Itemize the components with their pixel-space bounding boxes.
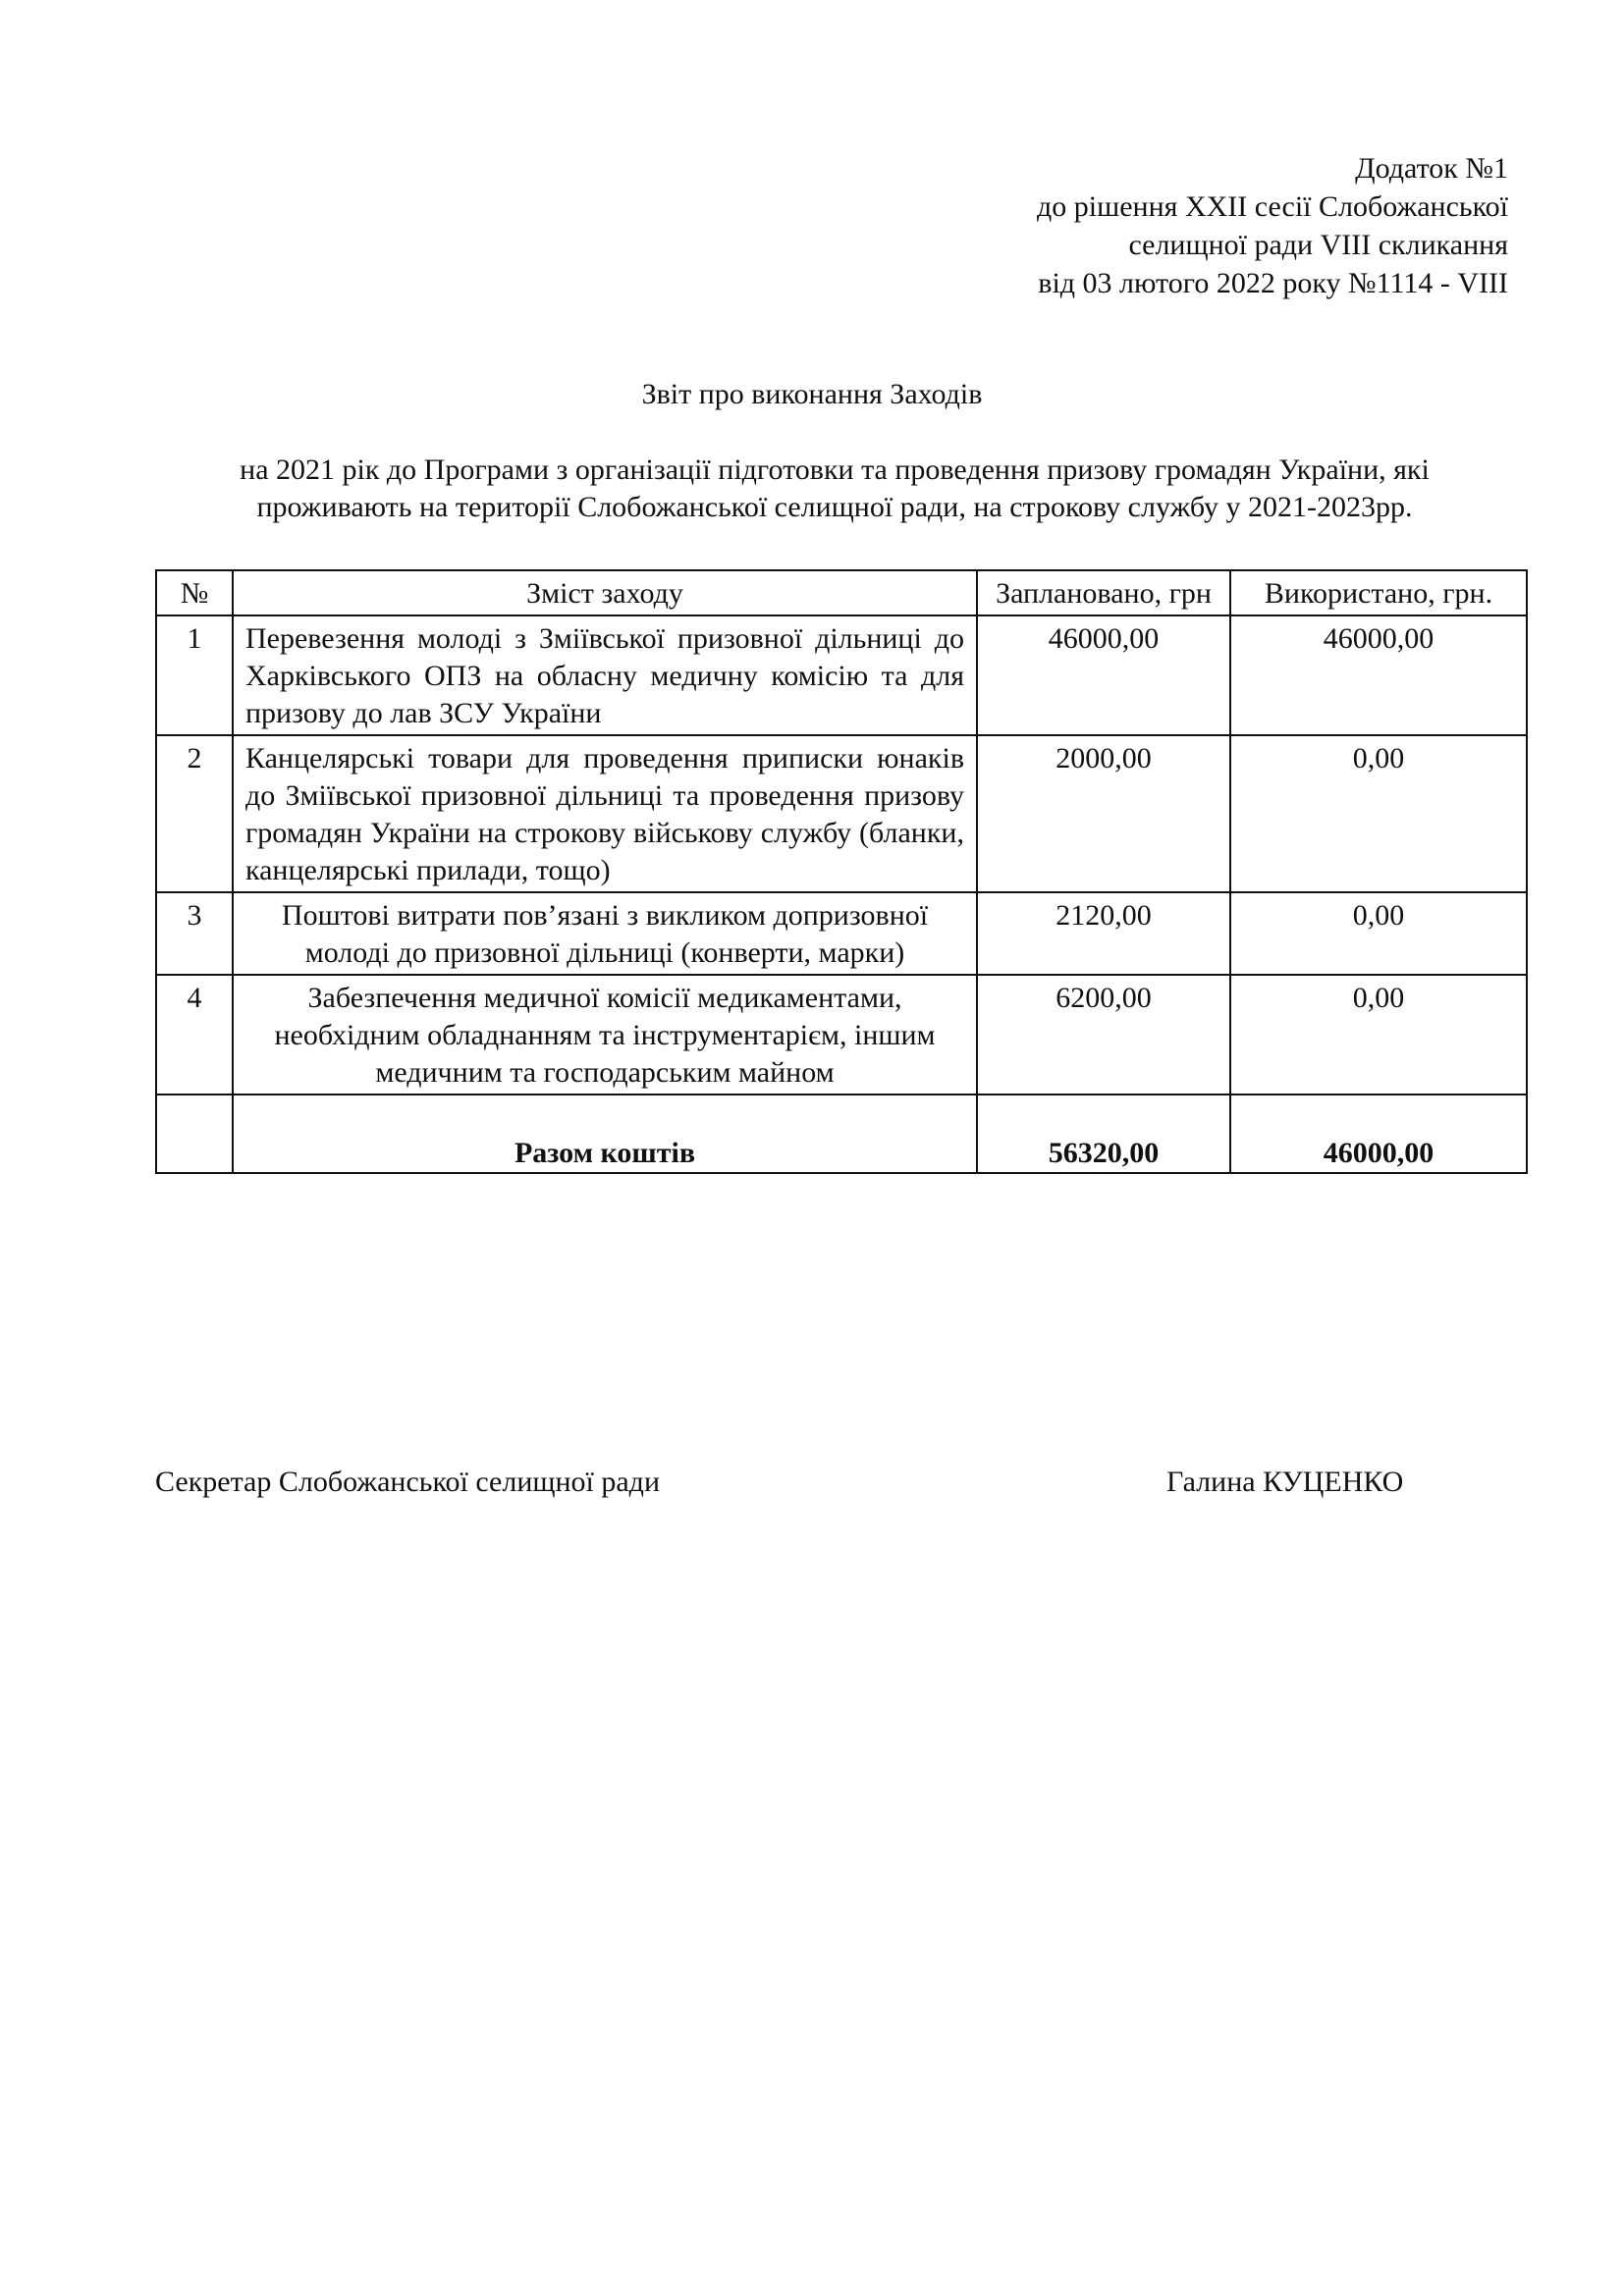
row-number: 4 (156, 975, 233, 1095)
total-used: 46000,00 (1230, 1095, 1527, 1173)
annex-date: від 03 лютого 2022 року №1114 - VIII (1038, 267, 1508, 299)
report-title: Звіт про виконання Заходів (641, 378, 983, 410)
table-total-row (156, 1095, 1527, 1173)
table-row (156, 975, 1527, 1095)
annex-number: Додаток №1 (1355, 152, 1508, 185)
table-row (156, 892, 1527, 975)
report-subtitle (157, 452, 1512, 526)
row-number: 1 (156, 615, 233, 735)
header-used: Використано, грн. (1230, 570, 1527, 615)
row-content: Перевезення молоді з Зміївської призовної дільниці до Харківського ОПЗ на обласну медичну комісію та для призову до лав ЗСУ України (233, 615, 977, 735)
table-row (156, 735, 1527, 892)
row-content: Канцелярські товари для проведення приписки юнаків до Зміївської призовної дільниці та проведення призову громадян України на строкову військову службу (бланки, канцелярські прилади, тощо) (233, 735, 977, 892)
row-used: 0,00 (1230, 892, 1527, 975)
row-content: Поштові витрати пов’язані з викликом допризовної молоді до призовної дільниці (конверти, марки) (233, 892, 977, 975)
row-used: 0,00 (1230, 735, 1527, 892)
report-subtitle-line-2: проживають на території Слобожанської селищної ради, на строкову службу у 2021-2023рр. (256, 491, 1413, 523)
header-planned: Заплановано, грн (977, 570, 1230, 615)
annex-decision: до рішення XXII сесії Слобожанської (1037, 190, 1508, 223)
row-content: Забезпечення медичної комісії медикаментами, необхідним обладнанням та інструментарієм, іншим медичним та господарським майном (233, 975, 977, 1095)
row-used: 46000,00 (1230, 615, 1527, 735)
signature-name: Галина КУЦЕНКО (1166, 1466, 1404, 1498)
header-content: Зміст заходу (233, 570, 977, 615)
total-number-cell (156, 1095, 233, 1173)
measures-table (155, 569, 1528, 1174)
row-number: 3 (156, 892, 233, 975)
row-planned: 2120,00 (977, 892, 1230, 975)
table-row (156, 615, 1527, 735)
row-planned: 6200,00 (977, 975, 1230, 1095)
total-label: Разом коштів (233, 1095, 977, 1173)
report-subtitle-line-1: на 2021 рік до Програми з організації підготовки та проведення призову громадян України, які (240, 454, 1430, 486)
header-number: № (156, 570, 233, 615)
row-number: 2 (156, 735, 233, 892)
signature-block (155, 1463, 1432, 1502)
signature-position: Секретар Слобожанської селищної ради (155, 1466, 660, 1498)
row-planned: 2000,00 (977, 735, 1230, 892)
total-planned: 56320,00 (977, 1095, 1230, 1173)
row-planned: 46000,00 (977, 615, 1230, 735)
row-used: 0,00 (1230, 975, 1527, 1095)
annex-council: селищної ради VIII скликання (1128, 229, 1508, 261)
table-header-row (156, 570, 1527, 615)
annex-block (1037, 149, 1508, 302)
